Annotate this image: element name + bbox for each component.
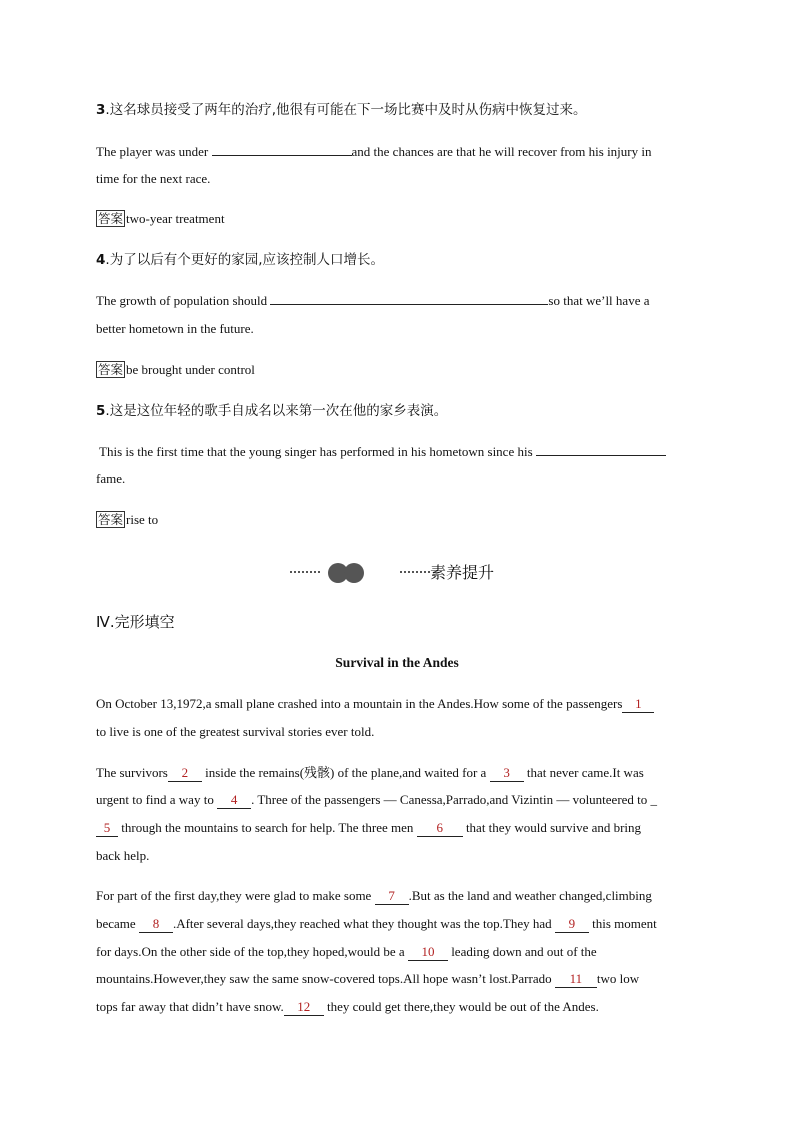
p2-text: urgent to find a way to [96, 792, 218, 807]
passage-title: Survival in the Andes [335, 655, 459, 670]
answer-badge: 答案 [98, 362, 124, 377]
p2-line2 [96, 791, 657, 809]
q5-sentence-line1 [96, 443, 666, 461]
p2-text: The survivors [96, 765, 168, 780]
q5-prompt-text: .这是这位年轻的歌手自成名以来第一次在他的家乡表演。 [105, 403, 448, 419]
q5-number: 5 [96, 403, 106, 419]
blank-4: 4 [217, 792, 251, 809]
section-divider [290, 561, 550, 585]
blank-11: 11 [555, 971, 597, 988]
p2-line4: back help. [96, 848, 150, 863]
q4-text-a: The growth of population should [96, 293, 271, 308]
p2-line3 [96, 819, 641, 837]
p3-text: For part of the first day,they were glad to make some [96, 888, 375, 903]
p3-text: leading down and out of the [447, 944, 597, 959]
q4-sentence-line1 [96, 292, 649, 310]
dotted-rule-left [290, 571, 320, 573]
q3-blank [212, 143, 352, 156]
q5-blank [536, 443, 666, 456]
p3-text: .After several days,they reached what they thought was the top.They had [172, 916, 555, 931]
q4-number: 4 [96, 252, 106, 268]
q3-sentence-line1 [96, 143, 652, 161]
p2-text: through the mountains to search for help. The three men [118, 820, 417, 835]
q4-text-b: so that we’ll have a [548, 293, 650, 308]
p3-text: two low [596, 971, 640, 986]
circle-icon [344, 563, 364, 583]
q3-prompt-text: .这名球员接受了两年的治疗,他很有可能在下一场比赛中及时从伤病中恢复过来。 [105, 102, 587, 118]
q3-answer-text: two-year treatment [126, 211, 225, 226]
blank-10: 10 [408, 944, 448, 961]
p3-line3 [96, 943, 597, 961]
blank-7: 7 [375, 888, 409, 905]
p2-text: inside the remains(残骸) of the plane,and waited for a [201, 765, 490, 780]
p2-text: . Three of the passengers — Canessa,Parrado,and Vizintin — volunteered to _ [251, 792, 658, 807]
q4-answer-text: be brought under control [126, 362, 255, 377]
blank-1: 1 [622, 696, 654, 713]
blank-5: 5 [96, 820, 118, 837]
answer-badge: 答案 [98, 211, 124, 226]
q3-text-b: and the chances are that he will recover from his injury in [351, 144, 652, 159]
p3-text: became [96, 916, 139, 931]
q5-sentence-line2: fame. [96, 471, 126, 486]
dotted-rule-right [400, 571, 430, 573]
blank-6: 6 [417, 820, 463, 837]
p1-line2: to live is one of the greatest survival stories ever told. [96, 724, 375, 739]
p1-line1 [96, 695, 654, 713]
q3-prompt [96, 101, 587, 119]
q5-answer [96, 511, 158, 529]
p3-text: mountains.However,they saw the same snow-covered tops.All hope wasn’t lost.Parrado [96, 971, 555, 986]
blank-2: 2 [168, 765, 202, 782]
p2-text: that never came.It was [523, 765, 644, 780]
q4-blank [270, 292, 548, 305]
blank-3: 3 [490, 765, 524, 782]
q4-sentence-line2: better hometown in the future. [96, 321, 254, 336]
p2-text: that they would survive and bring [462, 820, 642, 835]
q3-answer [96, 210, 225, 228]
q4-answer [96, 361, 255, 379]
section-banner-title: 素养提升 [430, 563, 495, 582]
p2-line1 [96, 764, 644, 782]
q4-prompt [96, 251, 384, 269]
blank-12: 12 [284, 999, 324, 1016]
q5-text-a: This is the first time that the young singer has performed in his hometown since his [96, 444, 536, 459]
q5-answer-text: rise to [126, 512, 159, 527]
p3-line4 [96, 970, 639, 988]
q5-prompt [96, 402, 447, 420]
answer-badge: 答案 [98, 512, 124, 527]
q4-prompt-text: .为了以后有个更好的家园,应该控制人口增长。 [105, 252, 384, 268]
p3-text: tops far away that didn’t have snow. [96, 999, 284, 1014]
section-heading: Ⅳ.完形填空 [96, 613, 175, 631]
p3-line2 [96, 915, 657, 933]
p3-text: for days.On the other side of the top,they hoped,would be a [96, 944, 408, 959]
q3-sentence-line2: time for the next race. [96, 171, 211, 186]
q3-number: 3 [96, 102, 106, 118]
p1-text: On October 13,1972,a small plane crashed into a mountain in the Andes.How some of the passengers [96, 696, 623, 711]
q3-text-a: The player was under [96, 144, 212, 159]
blank-9: 9 [555, 916, 589, 933]
p3-text: .But as the land and weather changed,climbing [408, 888, 652, 903]
p3-text: they could get there,they would be out of the Andes. [323, 999, 599, 1014]
p3-text: this moment [588, 916, 657, 931]
p3-line5 [96, 998, 599, 1016]
p3-line1 [96, 887, 652, 905]
blank-8: 8 [139, 916, 173, 933]
